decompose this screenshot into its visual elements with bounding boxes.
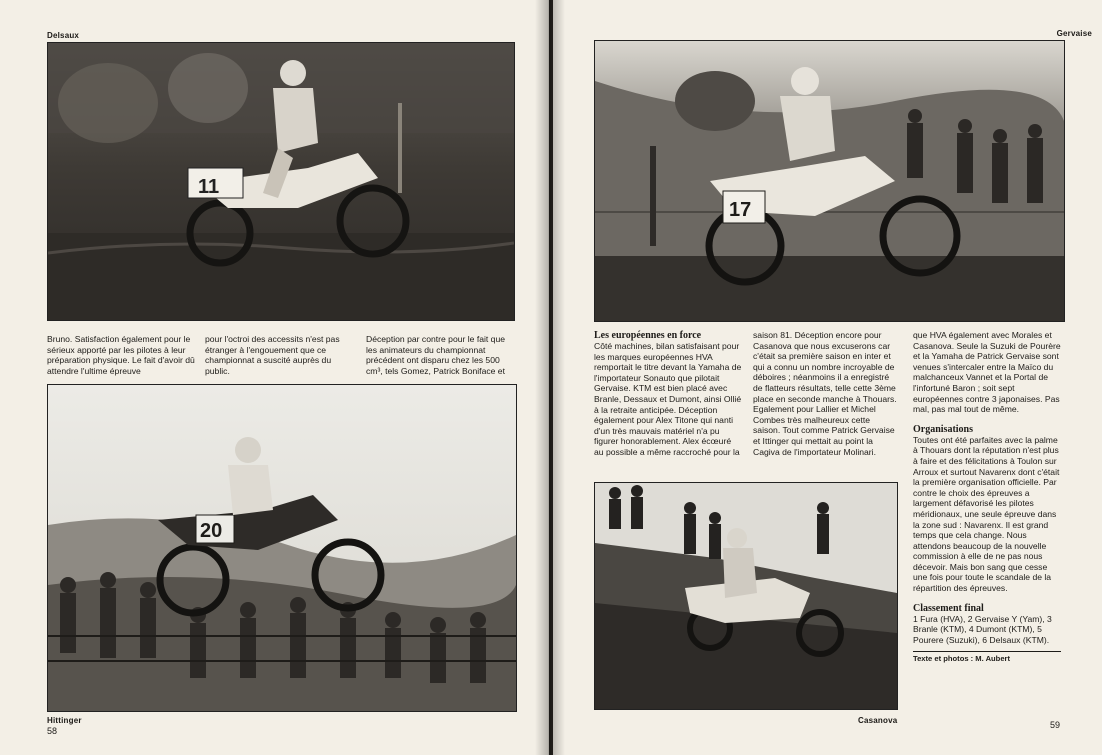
right-page bbox=[553, 0, 1102, 755]
top-photo-caption: Delsaux bbox=[47, 31, 80, 40]
left-column-3 bbox=[366, 334, 516, 376]
right-column-1 bbox=[594, 330, 742, 458]
photo-rider-casanova bbox=[594, 482, 898, 710]
top-photo-caption: Gervaise bbox=[1056, 29, 1092, 38]
plate-number: 20 bbox=[200, 520, 223, 542]
photo-rider-20-jump bbox=[47, 384, 517, 712]
paragraph: Côté machines, bilan satisfaisant pour les marques européennes HVA remportait le titre devant la Yamaha de l'importateur Sonauto que pilotait Gervaise. KTM est bien placé avec Branle, Dessaux et Dumont, ainsi Ollié à la retraite anticipée. Déception également pour Alex Titone qui nanti d'un très mauvais matériel n'a pu figurer honorablement. Alex écœuré au possible a même raccroché pour la bbox=[594, 341, 742, 457]
photo-rider-11 bbox=[47, 42, 515, 321]
bottom-photo-caption: Casanova bbox=[858, 716, 898, 725]
right-column-2 bbox=[753, 330, 899, 457]
section-heading: Organisations bbox=[913, 423, 974, 435]
left-column-2 bbox=[205, 334, 353, 376]
paragraph: que HVA également avec Morales et Casanova. Seule la Suzuki de Pourère et la Yamaha de Patrick Gervaise sont venues s'intercaler entre la Maïco du malchanceux Vannet et la Portal de l'infortuné Baron ; soit sept européennes contre 3 japonaises. Pas mal, pas mal tout de même. bbox=[913, 330, 1061, 415]
paragraph: Toutes ont été parfaites avec la palme à Thouars dont la réputation n'est plus à faire et des félicitations à Toulon sur Arroux et surtout Navarenx dont c'était la première organisation officielle. Par contre le choix des épreuves a largement défavorisé les pilotes méridionaux, une seule épreuve dans la zone sud : Navarenx. Il est grand temps que cela change. Nous attendons beaucoup de la nouvelle commission à elle de ne pas nous décevoir. Mais bon sang que cesse une fois pour toute le scandale de la répartition des épreuves. bbox=[913, 434, 1060, 594]
left-column-1 bbox=[47, 334, 195, 376]
paragraph: Déception par contre pour le fait que les animateurs du championnat précédent ont disparu chez les 500 cm³, tels Gomez, Patrick Boniface et bbox=[366, 334, 506, 376]
photo-rider-17 bbox=[594, 40, 1065, 322]
section-heading: Classement final bbox=[913, 602, 984, 614]
paragraph: saison 81. Déception encore pour Casanova que nous excuserons car c'était sa première saison en inter et qui a connu un nombre incroyable de déboires ; néanmoins il a enregistré de flatteurs résultats, telle cette 3ème place en seconde manche à Thouars. Egalement pour Lallier et Michel Combes très malheureux cette saison. Tout comme Patrick Gervaise et Ittinger qui mettait au point la Cagiva de l'importateur Molinari. bbox=[753, 330, 897, 457]
photo-credit: Texte et photos : M. Aubert bbox=[913, 651, 1061, 665]
right-column-3 bbox=[913, 330, 1061, 665]
page-number: 58 bbox=[47, 726, 58, 736]
plate-number: 11 bbox=[198, 176, 220, 198]
page-number: 59 bbox=[1050, 720, 1061, 730]
paragraph: pour l'octroi des accessits n'est pas étranger à l'engouement que ce championnat a suscité auprès du public. bbox=[205, 334, 340, 376]
plate-number: 17 bbox=[729, 199, 752, 221]
paragraph: Bruno. Satisfaction également pour le sérieux apporté par les pilotes à leur préparation physique. Le fait d'avoir dû attendre l'ultime épreuve bbox=[47, 334, 195, 376]
left-page bbox=[0, 0, 549, 755]
bottom-photo-caption: Hittinger bbox=[47, 716, 82, 725]
paragraph: 1 Fura (HVA), 2 Gervaise Y (Yam), 3 Branle (KTM), 4 Dumont (KTM), 5 Pourere (Suzuki), 6 Delsaux (KTM). bbox=[913, 613, 1052, 645]
section-heading: Les européennes en force bbox=[594, 330, 702, 341]
